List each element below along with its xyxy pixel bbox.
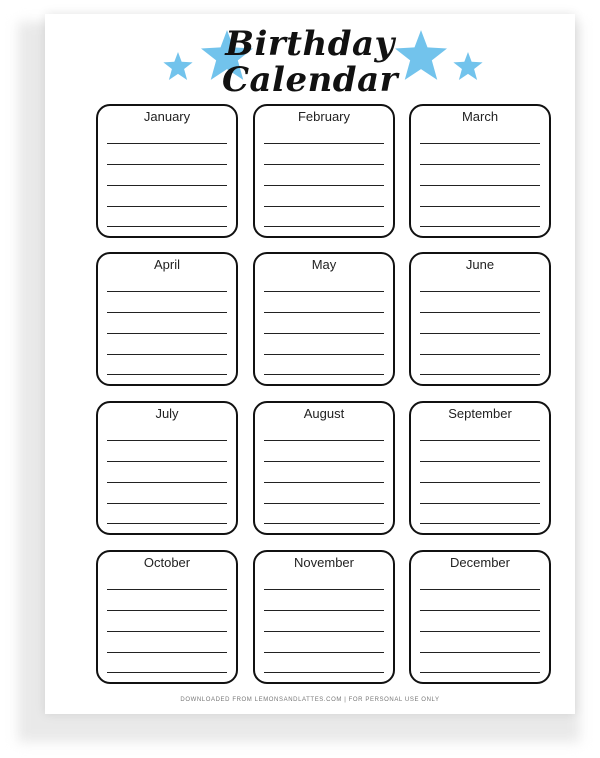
entry-line[interactable] <box>420 631 540 632</box>
month-box <box>409 550 551 684</box>
month-name: January <box>143 109 191 124</box>
entry-line[interactable] <box>107 185 227 186</box>
entry-line[interactable] <box>420 354 540 355</box>
entry-line[interactable] <box>264 610 384 611</box>
entry-line[interactable] <box>264 482 384 483</box>
month-name: March <box>461 109 499 124</box>
entry-line[interactable] <box>107 206 227 207</box>
entry-line[interactable] <box>264 374 384 375</box>
entry-line[interactable] <box>420 589 540 590</box>
entry-line[interactable] <box>264 164 384 165</box>
month-box <box>409 252 551 386</box>
entry-line[interactable] <box>107 333 227 334</box>
entry-line[interactable] <box>264 143 384 144</box>
entry-line[interactable] <box>420 523 540 524</box>
entry-line[interactable] <box>107 312 227 313</box>
entry-line[interactable] <box>264 631 384 632</box>
entry-line[interactable] <box>420 610 540 611</box>
entry-line[interactable] <box>264 291 384 292</box>
month-name: July <box>155 406 179 421</box>
entry-line[interactable] <box>107 589 227 590</box>
entry-line[interactable] <box>420 461 540 462</box>
month-box <box>96 104 238 238</box>
entry-line[interactable] <box>264 672 384 673</box>
entry-line[interactable] <box>420 374 540 375</box>
entry-line[interactable] <box>107 523 227 524</box>
entry-line[interactable] <box>420 143 540 144</box>
month-box <box>253 550 395 684</box>
entry-line[interactable] <box>107 503 227 504</box>
entry-line[interactable] <box>107 354 227 355</box>
entry-line[interactable] <box>420 333 540 334</box>
entry-line[interactable] <box>264 461 384 462</box>
calendar-page <box>45 14 575 714</box>
month-box <box>409 104 551 238</box>
page-title-line-1: Birthday <box>225 24 395 64</box>
month-name: February <box>297 109 351 124</box>
month-name: June <box>465 257 495 272</box>
month-box <box>96 401 238 535</box>
entry-line[interactable] <box>107 610 227 611</box>
entry-line[interactable] <box>420 503 540 504</box>
entry-line[interactable] <box>420 672 540 673</box>
entry-line[interactable] <box>264 652 384 653</box>
entry-line[interactable] <box>264 589 384 590</box>
entry-line[interactable] <box>107 652 227 653</box>
entry-line[interactable] <box>264 226 384 227</box>
entry-line[interactable] <box>420 652 540 653</box>
entry-line[interactable] <box>107 461 227 462</box>
month-box <box>96 550 238 684</box>
entry-line[interactable] <box>107 440 227 441</box>
month-box <box>96 252 238 386</box>
entry-line[interactable] <box>264 503 384 504</box>
month-name: April <box>153 257 180 272</box>
entry-line[interactable] <box>420 206 540 207</box>
entry-line[interactable] <box>420 440 540 441</box>
entry-line[interactable] <box>107 631 227 632</box>
entry-line[interactable] <box>420 291 540 292</box>
month-name: August <box>303 406 345 421</box>
entry-line[interactable] <box>264 312 384 313</box>
month-name: May <box>311 257 337 272</box>
entry-line[interactable] <box>420 226 540 227</box>
entry-line[interactable] <box>264 523 384 524</box>
entry-line[interactable] <box>420 312 540 313</box>
entry-line[interactable] <box>264 354 384 355</box>
entry-line[interactable] <box>264 440 384 441</box>
page-title-line-2: Calendar <box>221 60 399 100</box>
entry-line[interactable] <box>107 482 227 483</box>
entry-line[interactable] <box>107 291 227 292</box>
month-name: October <box>143 555 191 570</box>
entry-line[interactable] <box>107 143 227 144</box>
entry-line[interactable] <box>264 206 384 207</box>
month-name: November <box>294 555 354 570</box>
month-box <box>253 401 395 535</box>
month-box <box>409 401 551 535</box>
month-box <box>253 104 395 238</box>
entry-line[interactable] <box>107 164 227 165</box>
entry-line[interactable] <box>420 164 540 165</box>
month-box <box>253 252 395 386</box>
entry-line[interactable] <box>107 374 227 375</box>
month-name: December <box>450 555 510 570</box>
entry-line[interactable] <box>420 482 540 483</box>
entry-line[interactable] <box>420 185 540 186</box>
entry-line[interactable] <box>107 226 227 227</box>
entry-line[interactable] <box>264 333 384 334</box>
footer-credit: DOWNLOADED FROM LEMONSANDLATTES.COM | FOR PERSONAL USE ONLY <box>180 697 440 703</box>
entry-line[interactable] <box>264 185 384 186</box>
month-name: September <box>448 406 512 421</box>
entry-line[interactable] <box>107 672 227 673</box>
